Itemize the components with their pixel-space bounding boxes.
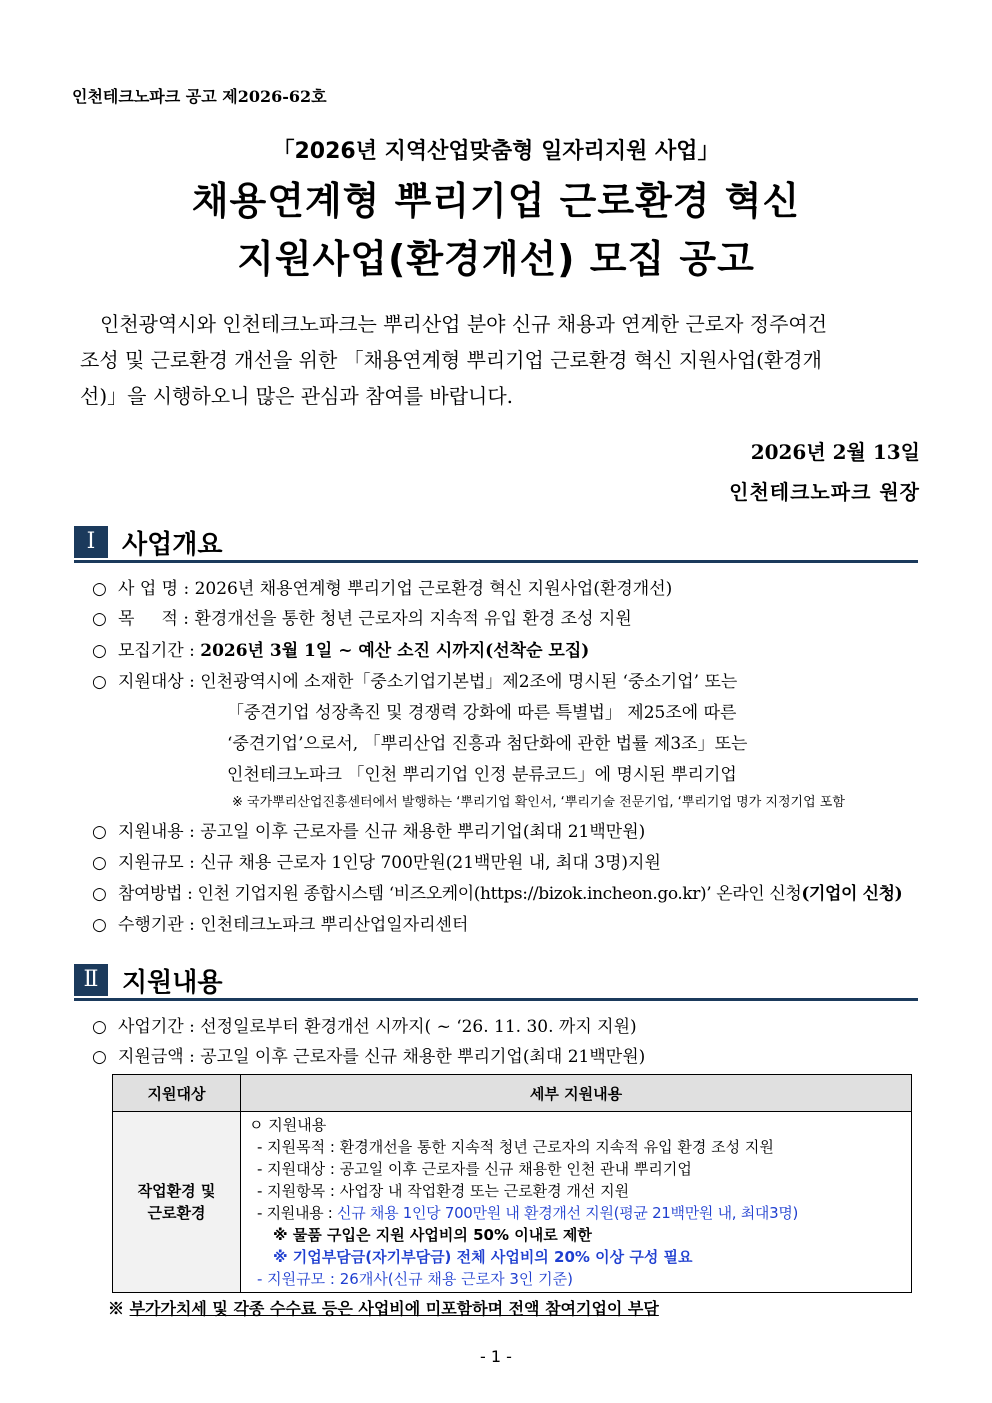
item-text: 환경개선을 통한 청년 근로자의 지속적 유입 환경 조성 지원 — [194, 609, 632, 629]
item-text: 선정일로부터 환경개선 시까지( ~ ‘26. 11. 30. 까지 지원) — [200, 1017, 637, 1037]
item-label: 모집기간 : — [118, 641, 201, 661]
overview-item-target — [92, 667, 737, 692]
item-text-emphasis: (기업이 신청) — [801, 884, 903, 904]
detail-label: - 지원내용 : — [257, 1204, 338, 1222]
footnote-mark: ※ — [108, 1299, 130, 1318]
item-text: 인천 기업지원 종합시스템 ‘비즈오케이(https://bizok.incheon.go.kr)’ 온라인 신청 — [197, 884, 802, 904]
page-number: - 1 - — [480, 1347, 512, 1366]
bullet: ○ — [92, 579, 107, 599]
item-text: 2026년 3월 1일 ~ 예산 소진 시까지(선착순 모집) — [200, 641, 590, 661]
target-note: ※ 국가뿌리산업진흥센터에서 발행하는 ‘뿌리기업 확인서, ‘뿌리기술 전문기업, ‘뿌리기업 명가 지정기업 포함 — [232, 795, 845, 810]
section-number: Ⅰ — [74, 526, 108, 558]
bullet: ○ — [92, 822, 107, 842]
detail-line: - 지원규모 : 26개사(신규 채용 근로자 3인 기준) — [257, 1270, 574, 1288]
table-row — [113, 1112, 912, 1293]
detail-highlight: 신규 채용 1인당 700만원 내 환경개선 지원(평균 21백만원 내, 최대3명) — [337, 1204, 799, 1222]
table-category-cell — [113, 1112, 241, 1293]
overview-item-content — [92, 817, 645, 842]
section-header-overview — [74, 524, 918, 563]
item-text: 신규 채용 근로자 1인당 700만원(21백만원 내, 최대 3명)지원 — [200, 853, 661, 873]
item-label: 사 업 명 : — [118, 579, 195, 599]
bullet: ○ — [92, 884, 107, 904]
intro-line: 조성 및 근로환경 개선을 위한 「채용연계형 뿌리기업 근로환경 혁신 지원사업(환경개 — [80, 348, 822, 372]
item-label: 목 적 : — [118, 609, 195, 629]
issuer-name: 인천테크노파크 원장 — [729, 480, 920, 504]
detail-line: - 지원대상 : 공고일 이후 근로자를 신규 채용한 인천 관내 뿌리기업 — [257, 1160, 692, 1178]
section-title: 사업개요 — [122, 530, 223, 560]
overview-item-method — [92, 879, 902, 904]
table-header-detail: 세부 지원내용 — [241, 1075, 912, 1112]
overview-item-scale — [92, 848, 661, 873]
target-continuation: 「중견기업 성장촉진 및 경쟁력 강화에 따른 특별법」 제25조에 따른 — [227, 703, 737, 723]
bullet: ○ — [92, 609, 107, 629]
notice-date: 2026년 2월 13일 — [750, 440, 920, 464]
item-label: 지원규모 : — [118, 853, 201, 873]
detail-line: - 지원목적 : 환경개선을 통한 지속적 청년 근로자의 지속적 유입 환경 조성 지원 — [257, 1138, 774, 1156]
intro-line: 선)」을 시행하오니 많은 관심과 참여를 바랍니다. — [80, 384, 514, 408]
section-header-support — [74, 962, 918, 1001]
table-detail-cell — [241, 1112, 912, 1293]
target-continuation: 인천테크노파크 「인천 뿌리기업 인정 분류코드」에 명시된 뿌리기업 — [227, 765, 737, 785]
detail-note: ※ 물품 구입은 지원 사업비의 50% 이내로 제한 — [273, 1226, 592, 1244]
item-label: 지원내용 : — [118, 822, 201, 842]
page-title-line1: 채용연계형 뿌리기업 근로환경 혁신 — [191, 179, 801, 223]
detail-line: - 지원항목 : 사업장 내 작업환경 또는 근로환경 개선 지원 — [257, 1182, 630, 1200]
item-text: 인천테크노파크 뿌리산업일자리센터 — [200, 915, 469, 935]
intro-paragraph — [80, 306, 920, 414]
overview-item-period — [92, 636, 589, 661]
bullet: ○ — [92, 1047, 107, 1067]
category-line: 근로환경 — [147, 1204, 206, 1222]
section-title: 지원내용 — [122, 968, 223, 998]
item-label: 수행기관 : — [118, 915, 201, 935]
detail-line: ㅇ 지원내용 — [249, 1116, 327, 1134]
bullet: ○ — [92, 915, 107, 935]
item-label: 지원금액 : — [118, 1047, 201, 1067]
intro-line: 인천광역시와 인천테크노파크는 뿌리산업 분야 신규 채용과 연계한 근로자 정주여건 — [100, 312, 828, 336]
bullet: ○ — [92, 641, 107, 661]
item-label: 지원대상 : — [118, 672, 201, 692]
item-text: 인천광역시에 소재한「중소기업기본법」제2조에 명시된 ‘중소기업’ 또는 — [200, 672, 738, 692]
overview-item-agency — [92, 910, 468, 935]
item-text: 2026년 채용연계형 뿌리기업 근로환경 혁신 지원사업(환경개선) — [194, 579, 673, 599]
overview-item-purpose — [92, 604, 632, 629]
item-text: 공고일 이후 근로자를 신규 채용한 뿌리기업(최대 21백만원) — [200, 822, 646, 842]
overview-item-name — [92, 574, 672, 599]
footnote-text: 부가가치세 및 각종 수수료 등은 사업비에 미포함하며 전액 참여기업이 부담 — [129, 1299, 659, 1318]
item-text: 공고일 이후 근로자를 신규 채용한 뿌리기업(최대 21백만원) — [200, 1047, 646, 1067]
table-header-target: 지원대상 — [113, 1075, 241, 1112]
item-label: 참여방법 : — [118, 884, 198, 904]
footnote — [108, 1296, 659, 1319]
bullet: ○ — [92, 853, 107, 873]
table-header-row — [113, 1075, 912, 1112]
notice-number: 인천테크노파크 공고 제2026-62호 — [72, 87, 327, 106]
item-label: 사업기간 : — [118, 1017, 201, 1037]
detail-note-highlight: ※ 기업부담금(자기부담금) 전체 사업비의 20% 이상 구성 필요 — [273, 1248, 693, 1266]
support-item-amount — [92, 1042, 645, 1067]
support-item-period — [92, 1012, 637, 1037]
program-subtitle: 「2026년 지역산업맞춤형 일자리지원 사업」 — [272, 139, 720, 164]
bullet: ○ — [92, 672, 107, 692]
detail-line — [249, 1202, 911, 1224]
support-detail-table — [112, 1074, 912, 1293]
target-continuation: ‘중견기업’으로서, 「뿌리산업 진흥과 첨단화에 관한 법률 제3조」또는 — [227, 734, 748, 754]
category-line: 작업환경 및 — [137, 1182, 216, 1200]
bullet: ○ — [92, 1017, 107, 1037]
page-title-line2: 지원사업(환경개선) 모집 공고 — [237, 237, 755, 281]
section-number: Ⅱ — [74, 964, 108, 996]
